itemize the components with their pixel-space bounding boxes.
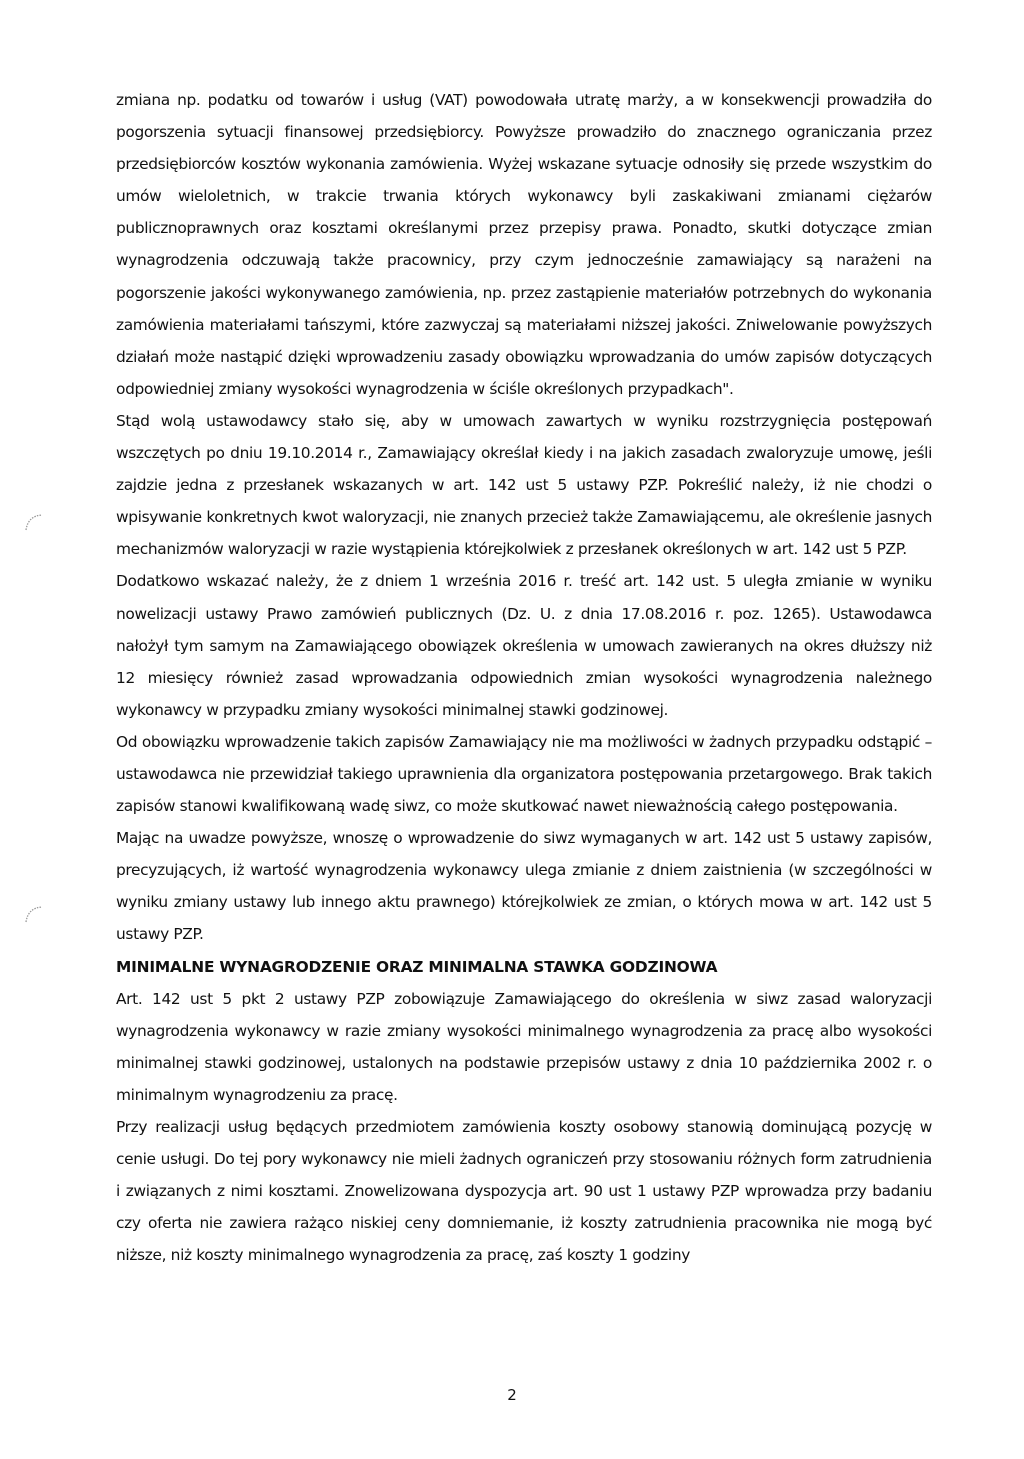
punch-hole-mark-icon xyxy=(24,904,46,926)
paragraph: zmiana np. podatku od towarów i usług (VAT) powodowała utratę marży, a w konsekwencji prowadziła do pogorszenia sytuacji finansowej przedsiębiorcy. Powyższe prowadziło do znacznego ograniczania przez przedsiębiorców kosztów wykonania zamówienia. Wyżej wskazane sytuacje odnosiły się przede wszystkim do umów wieloletnich, w trakcie trwania których wykonawcy byli zaskakiwani zmianami ciężarów publicznoprawnych oraz kosztami określanymi przez przepisy prawa. Ponadto, skutki dotyczące zmian wynagrodzenia odczuwają także pracownicy, przy czym jednocześnie zamawiający są narażeni na pogorszenie jakości wykonywanego zamówienia, np. przez zastąpienie materiałów potrzebnych do wykonania zamówienia materiałami tańszymi, które zazwyczaj są materiałami niższej jakości. Zniwelowanie powyższych działań może nastąpić dzięki wprowadzeniu zasady obowiązku wprowadzania do umów zapisów dotyczących odpowiedniej zmiany wysokości wynagrodzenia w ściśle określonych przypadkach". xyxy=(116,91,932,398)
paragraph: Przy realizacji usług będących przedmiotem zamówienia koszty osobowy stanowią dominującą pozycję w cenie usługi. Do tej pory wykonawcy nie mieli żadnych ograniczeń przy stosowaniu różnych form zatrudnienia i związanych z nimi kosztami. Znowelizowana dyspozycja art. 90 ust 1 ustawy PZP wprowadza przy badaniu czy oferta nie zawiera rażąco niskiej ceny domniemanie, iż koszty zatrudnienia pracownika nie mogą być niższe, niż koszty minimalnego wynagrodzenia za pracę, zaś koszty 1 godziny xyxy=(116,1118,932,1265)
paragraph: Dodatkowo wskazać należy, że z dniem 1 września 2016 r. treść art. 142 ust. 5 uległa zmianie w wyniku nowelizacji ustawy Prawo zamówień publicznych (Dz. U. z dnia 17.08.2016 r. poz. 1265). Ustawodawca nałożył tym samym na Zamawiającego obowiązek określenia w umowach zawieranych na okres dłuższy niż 12 miesięcy również zasad wprowadzania odpowiednich zmian wysokości wynagrodzenia należnego wykonawcy w przypadku zmiany wysokości minimalnej stawki godzinowej. xyxy=(116,572,932,719)
punch-hole-mark-icon xyxy=(24,512,46,534)
section-heading: MINIMALNE WYNAGRODZENIE ORAZ MINIMALNA STAWKA GODZINOWA xyxy=(116,957,718,976)
paragraph: Od obowiązku wprowadzenie takich zapisów Zamawiający nie ma możliwości w żadnych przypadku odstąpić – ustawodawca nie przewidział takiego uprawnienia dla organizatora postępowania przetargowego. Brak takich zapisów stanowi kwalifikowaną wadę siwz, co może skutkować nawet nieważnością całego postępowania. xyxy=(116,732,932,816)
paragraph: Mając na uwadze powyższe, wnoszę o wprowadzenie do siwz wymaganych w art. 142 ust 5 ustawy zapisów, precyzujących, iż wartość wynagrodzenia wykonawcy ulega zmianie z dniem zaistnienia (w szczególności w wyniku zmiany ustawy lub innego aktu prawnego) którejkolwiek ze zmian, o których mowa w art. 142 ust 5 ustawy PZP. xyxy=(116,829,932,944)
page-number: 2 xyxy=(507,1386,517,1404)
paragraph: Stąd wolą ustawodawcy stało się, aby w umowach zawartych w wyniku rozstrzygnięcia postępowań wszczętych po dniu 19.10.2014 r., Zamawiający określał kiedy i na jakich zasadach zwaloryzuje umowę, jeśli zajdzie jedna z przesłanek wskazanych w art. 142 ust 5 ustawy PZP. Pokreślić należy, iż nie chodzi o wpisywanie konkretnych kwot waloryzacji, nie znanych przecież także Zamawiającemu, ale określenie jasnych mechanizmów waloryzacji w razie wystąpienia którejkolwiek z przesłanek określonych w art. 142 ust 5 PZP. xyxy=(116,411,932,559)
document-body xyxy=(116,84,932,1271)
paragraph: Art. 142 ust 5 pkt 2 ustawy PZP zobowiązuje Zamawiającego do określenia w siwz zasad waloryzacji wynagrodzenia wykonawcy w razie zmiany wysokości minimalnego wynagrodzenia za pracę albo wysokości minimalnej stawki godzinowej, ustalonych na podstawie przepisów ustawy z dnia 10 października 2002 r. o minimalnym wynagrodzeniu za pracę. xyxy=(116,989,932,1104)
